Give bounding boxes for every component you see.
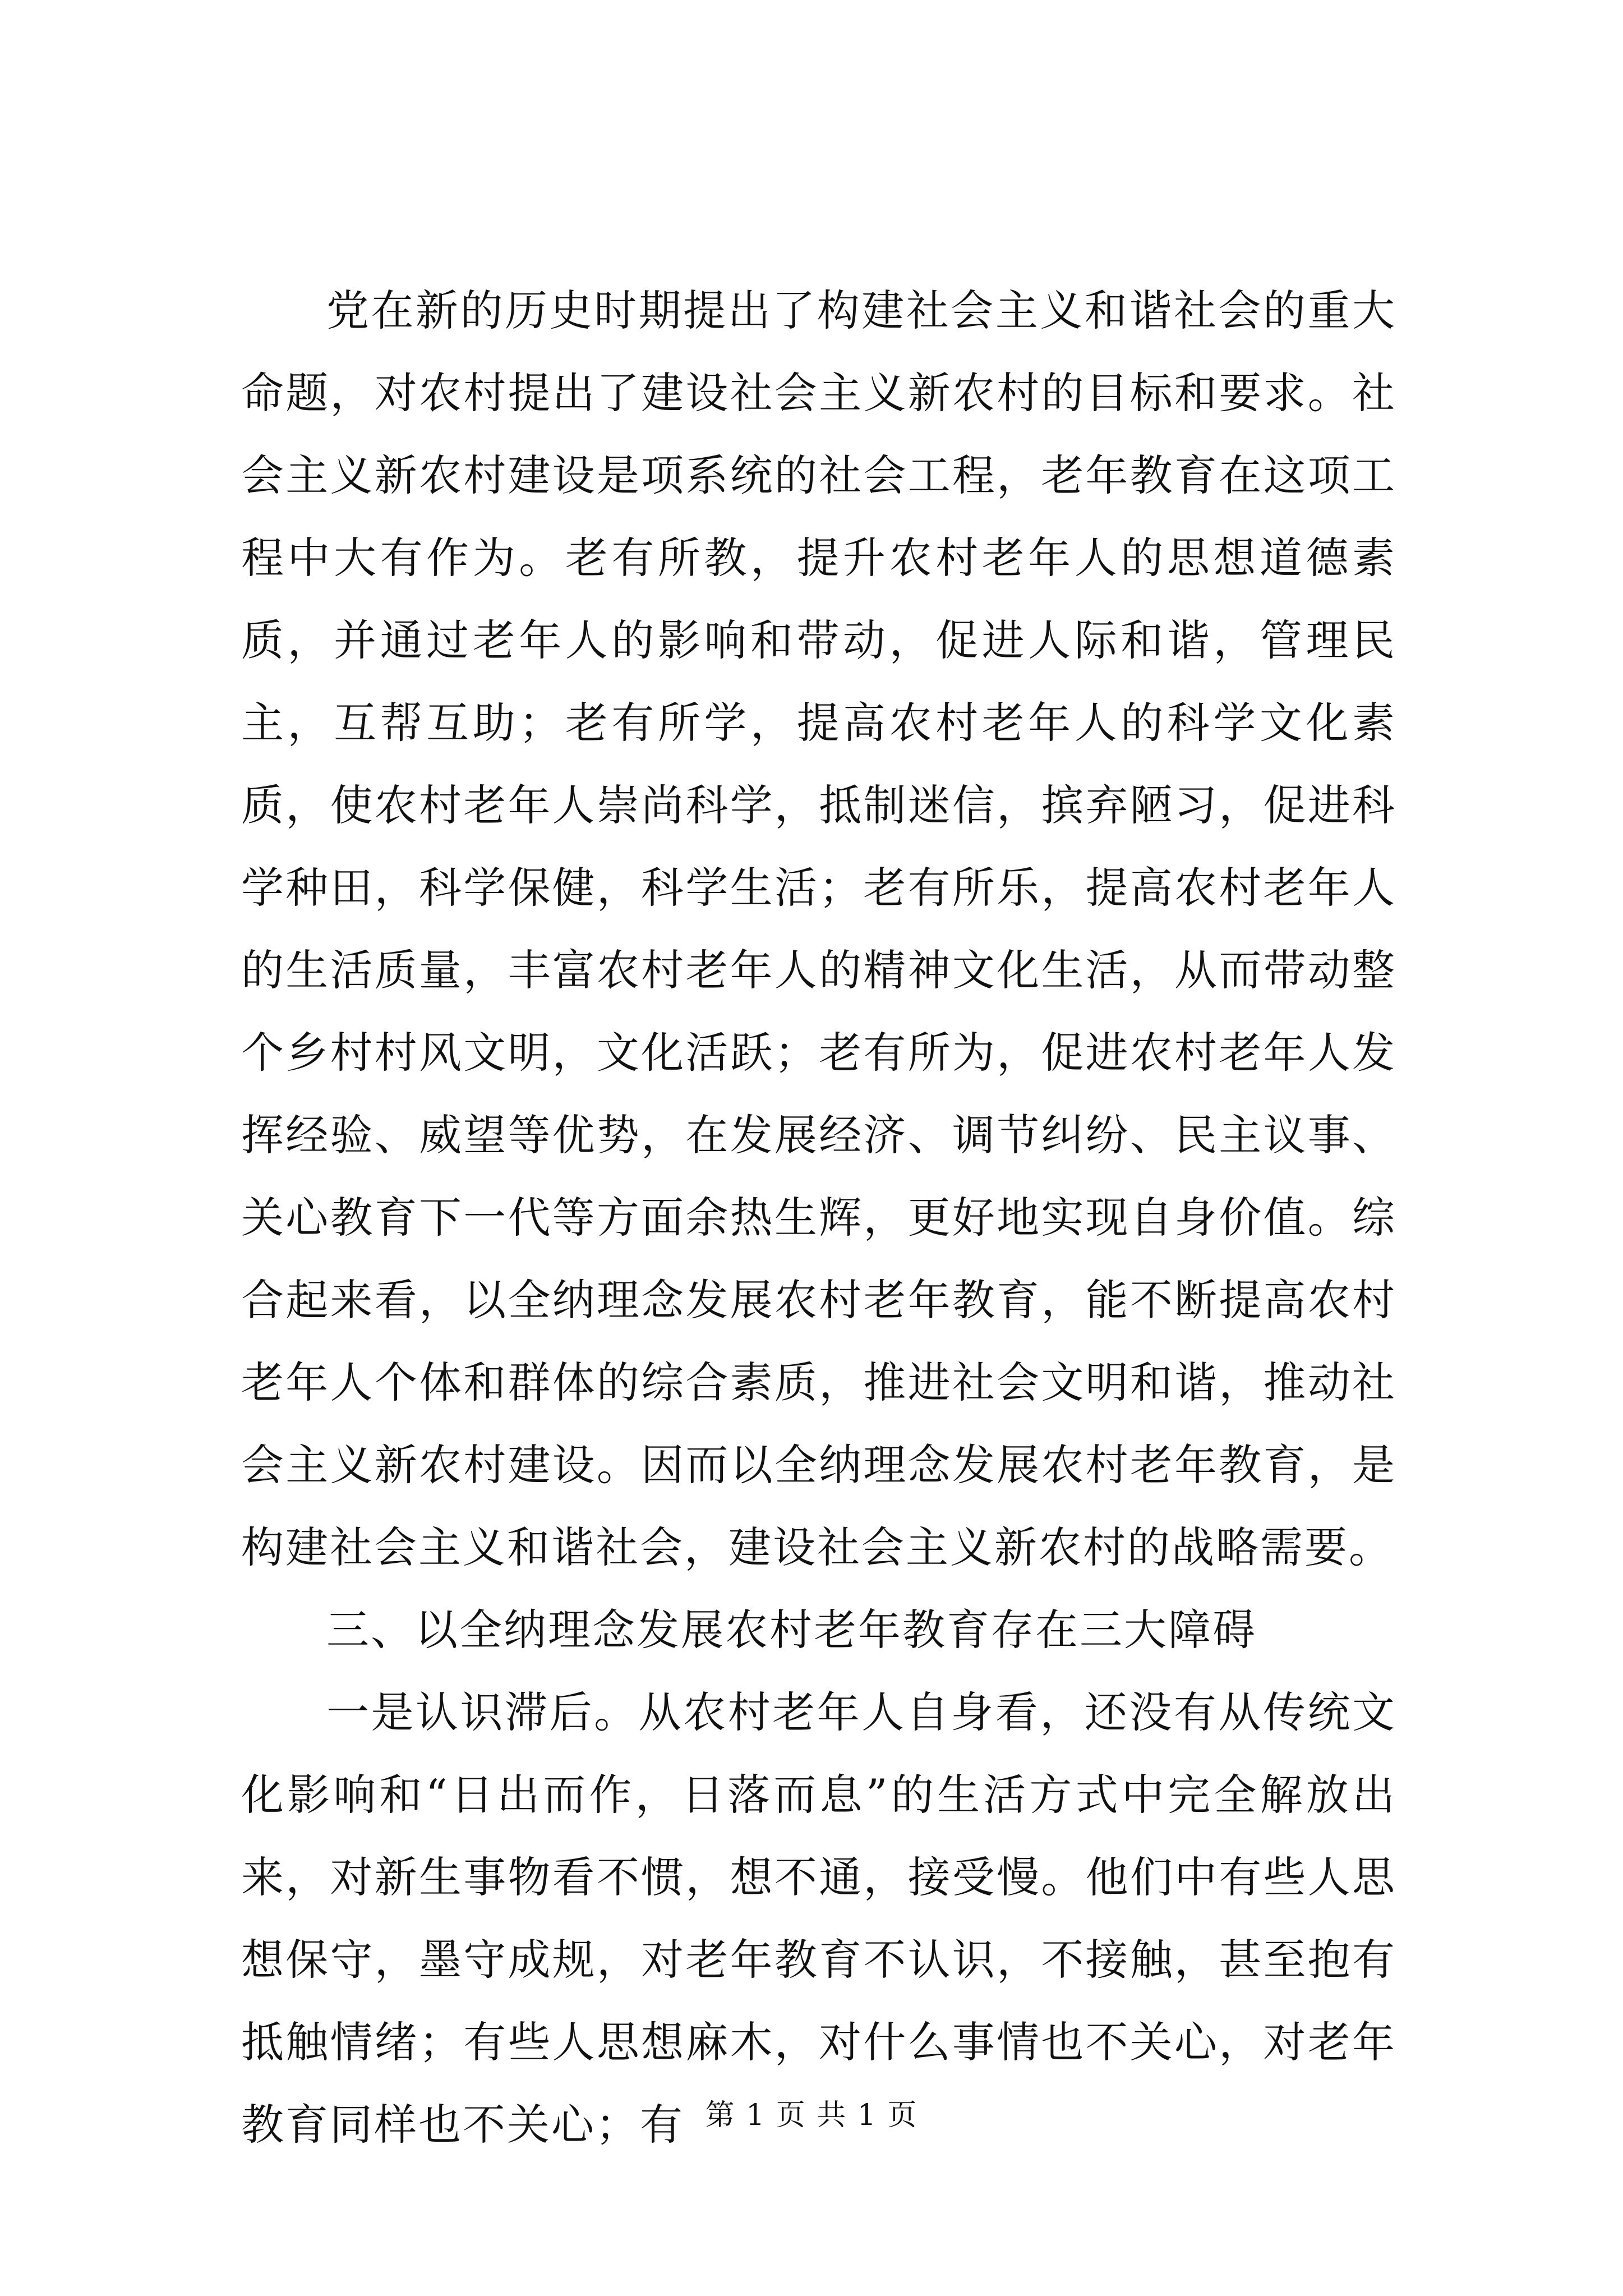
document-body	[241, 269, 1396, 2166]
section-heading: 三、以全纳理念发展农村老年教育存在三大障碍	[326, 1605, 1257, 1655]
body-paragraph-1: 党在新的历史时期提出了构建社会主义和谐社会的重大命题，对农村提出了建设社会主义新农村的目标和要求。社会主义新农村建设是项系统的社会工程，老年教育在这项工程中大有作为。老有所教，提升农村老年人的思想道德素质，并通过老年人的影响和带动，促进人际和谐，管理民主，互帮互助；老有所学，提高农村老年人的科学文化素质，使农村老年人崇尚科学，抵制迷信，摈弃陋习，促进科学种田，科学保健，科学生活；老有所乐，提高农村老年人的生活质量，丰富农村老年人的精神文化生活，从而带动整个乡村村风文明，文化活跃；老有所为，促进农村老年人发挥经验、威望等优势，在发展经济、调节纠纷、民主议事、关心教育下一代等方面余热生辉，更好地实现自身价值。综合起来看，以全纳理念发展农村老年教育，能不断提高农村老年人个体和群体的综合素质，推进社会文明和谐，推动社会主义新农村建设。因而以全纳理念发展农村老年教育，是构建社会主义和谐社会，建设社会主义新农村的战略需要。	[241, 286, 1396, 1572]
body-paragraph-2: 一是认识滞后。从农村老年人自身看，还没有从传统文化影响和“日出而作，日落而息”的生活方式中完全解放出来，对新生事物看不惯，想不通，接受慢。他们中有些人思想保守，墨守成规，对老年教育不认识，不接触，甚至抱有抵触情绪；有些人思想麻木，对什么事情也不关心，对老年教育同样也不关心；有	[241, 1687, 1396, 2150]
page-footer: 第 1 页 共 1 页	[705, 2099, 918, 2132]
